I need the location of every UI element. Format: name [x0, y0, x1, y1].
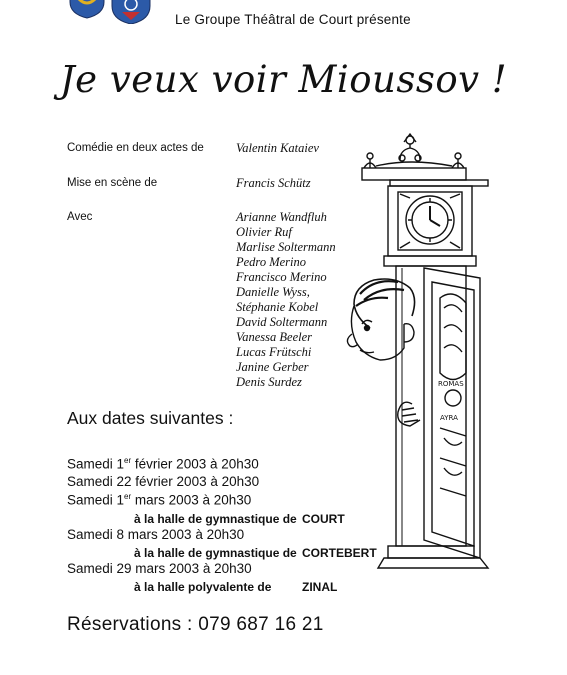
venue-place-1: COURT	[302, 512, 345, 526]
cast-label: Avec	[67, 211, 93, 223]
cast-list	[236, 210, 336, 390]
cast-member: David Soltermann	[236, 315, 328, 329]
clock-crown-icon	[364, 134, 464, 168]
date-line-5: Samedi 29 mars 2003 à 20h30	[67, 561, 252, 576]
cast-member: Arianne Wandfluh	[236, 210, 327, 224]
door-inscription: ROMAS	[438, 380, 464, 388]
date-line-2: Samedi 22 février 2003 à 20h30	[67, 474, 260, 489]
reservations-line: Réservations : 079 687 16 21	[67, 614, 324, 635]
cast-member: Denis Surdez	[236, 375, 302, 389]
comedy-label: Comédie en deux actes de	[67, 142, 204, 154]
cast-member: Danielle Wyss,	[236, 285, 310, 299]
venue-place-3: ZINAL	[302, 580, 338, 594]
venue-place-2: CORTEBERT	[302, 546, 377, 560]
director-name: Francis Schütz	[236, 176, 311, 190]
venue-label-1: à la halle de gymnastique de	[134, 512, 297, 526]
cast-member: Olivier Ruf	[236, 225, 292, 239]
grandfather-clock-illustration	[340, 128, 500, 578]
crest-left-icon	[70, 0, 104, 18]
crest-right-icon	[112, 0, 150, 24]
clock-face-icon	[400, 194, 460, 248]
cast-member: Vanessa Beeler	[236, 330, 313, 344]
cast-member: Stéphanie Kobel	[236, 300, 319, 314]
date-line-3: Samedi 1er mars 2003 à 20h30	[67, 492, 252, 508]
cast-member: Janine Gerber	[236, 360, 309, 374]
date-line-4: Samedi 8 mars 2003 à 20h30	[67, 527, 245, 542]
venue-label-3: à la halle polyvalente de	[134, 580, 272, 594]
cast-member: Francisco Merino	[236, 270, 327, 284]
presenter-line: Le Groupe Théâtral de Court présente	[175, 12, 411, 27]
play-title: Je veux voir Mioussov !	[59, 58, 508, 101]
cast-member: Pedro Merino	[236, 255, 307, 269]
date-line-1: Samedi 1er février 2003 à 20h30	[67, 456, 259, 472]
peeking-man-icon	[347, 279, 420, 426]
clock-door-icon	[424, 268, 480, 558]
cast-member: Marlise Soltermann	[236, 240, 336, 254]
door-inscription-2: AYRA	[440, 414, 458, 422]
venue-label-2: à la halle de gymnastique de	[134, 546, 297, 560]
cast-member: Lucas Frütschi	[236, 345, 312, 359]
direction-label: Mise en scène de	[67, 177, 158, 189]
coat-of-arms-logos	[66, 0, 156, 24]
dates-heading: Aux dates suivantes :	[67, 408, 234, 428]
author-name: Valentin Kataiev	[236, 141, 319, 155]
